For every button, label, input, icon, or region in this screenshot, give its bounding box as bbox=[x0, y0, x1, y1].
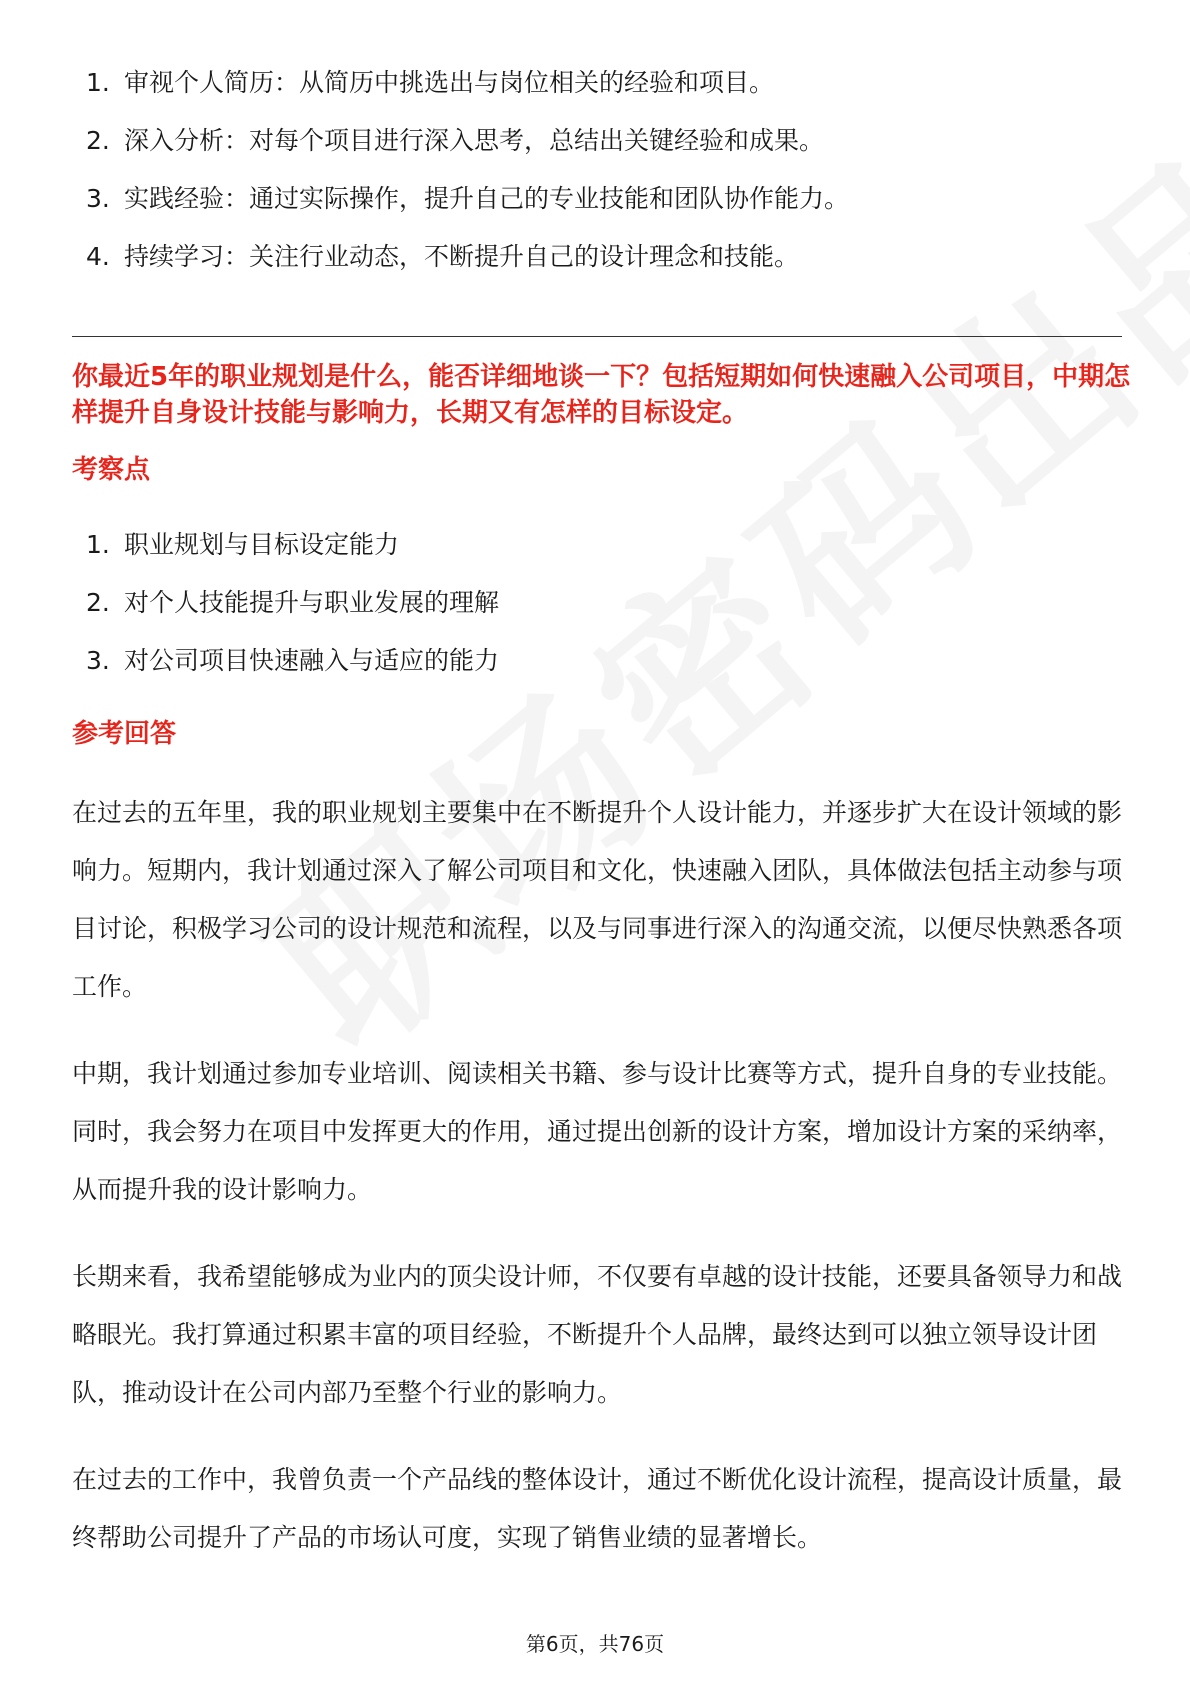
section-divider bbox=[72, 336, 1122, 337]
answer-paragraph: 中期，我计划通过参加专业培训、阅读相关书籍、参与设计比赛等方式，提升自身的专业技能。同时，我会努力在项目中发挥更大的作用，通过提出创新的设计方案，增加设计方案的采纳率，从而提升我的设计影响力。 bbox=[72, 1059, 1123, 1204]
list-item-text: 对公司项目快速融入与适应的能力 bbox=[124, 646, 500, 675]
top-numbered-list bbox=[72, 54, 1122, 286]
points-heading: 考察点 bbox=[72, 455, 151, 485]
answer-paragraph: 在过去的工作中，我曾负责一个产品线的整体设计，通过不断优化设计流程，提高设计质量，最终帮助公司提升了产品的市场认可度，实现了销售业绩的显著增长。 bbox=[72, 1465, 1123, 1552]
list-item-text: 持续学习：关注行业动态，不断提升自己的设计理念和技能。 bbox=[124, 242, 800, 271]
list-item-text: 深入分析：对每个项目进行深入思考，总结出关键经验和成果。 bbox=[124, 126, 825, 155]
list-item-text: 对个人技能提升与职业发展的理解 bbox=[124, 588, 500, 617]
list-item-text: 实践经验：通过实际操作，提升自己的专业技能和团队协作能力。 bbox=[124, 184, 850, 213]
list-item: 1. 审视个人简历：从简历中挑选出与岗位相关的经验和项目。 bbox=[86, 68, 775, 97]
list-item-text: 审视个人简历：从简历中挑选出与岗位相关的经验和项目。 bbox=[124, 68, 775, 97]
answer-paragraph: 长期来看，我希望能够成为业内的顶尖设计师，不仅要有卓越的设计技能，还要具备领导力和战略眼光。我打算通过积累丰富的项目经验，不断提升个人品牌，最终达到可以独立领导设计团队，推动设计在公司内部乃至整个行业的影响力。 bbox=[72, 1262, 1123, 1407]
list-item: 3. 对公司项目快速融入与适应的能力 bbox=[86, 646, 500, 675]
list-item: 2. 深入分析：对每个项目进行深入思考，总结出关键经验和成果。 bbox=[86, 126, 825, 155]
list-item: 2. 对个人技能提升与职业发展的理解 bbox=[86, 588, 500, 617]
answer-paragraph: 在过去的五年里，我的职业规划主要集中在不断提升个人设计能力，并逐步扩大在设计领域的影响力。短期内，我计划通过深入了解公司项目和文化，快速融入团队，具体做法包括主动参与项目讨论，积极学习公司的设计规范和流程，以及与同事进行深入的沟通交流，以便尽快熟悉各项工作。 bbox=[72, 798, 1123, 1001]
list-item-text: 职业规划与目标设定能力 bbox=[124, 530, 400, 559]
page-number-footer: 第6页，共76页 bbox=[525, 1632, 665, 1656]
list-item: 3. 实践经验：通过实际操作，提升自己的专业技能和团队协作能力。 bbox=[86, 184, 850, 213]
answer-heading: 参考回答 bbox=[72, 719, 177, 749]
assessment-points-list bbox=[72, 516, 1122, 690]
list-item: 1. 职业规划与目标设定能力 bbox=[86, 530, 400, 559]
list-item: 4. 持续学习：关注行业动态，不断提升自己的设计理念和技能。 bbox=[86, 242, 800, 271]
interview-question: 你最近5年的职业规划是什么，能否详细地谈一下？包括短期如何快速融入公司项目，中期怎样提升自身设计技能与影响力，长期又有怎样的目标设定。 bbox=[72, 362, 1131, 428]
